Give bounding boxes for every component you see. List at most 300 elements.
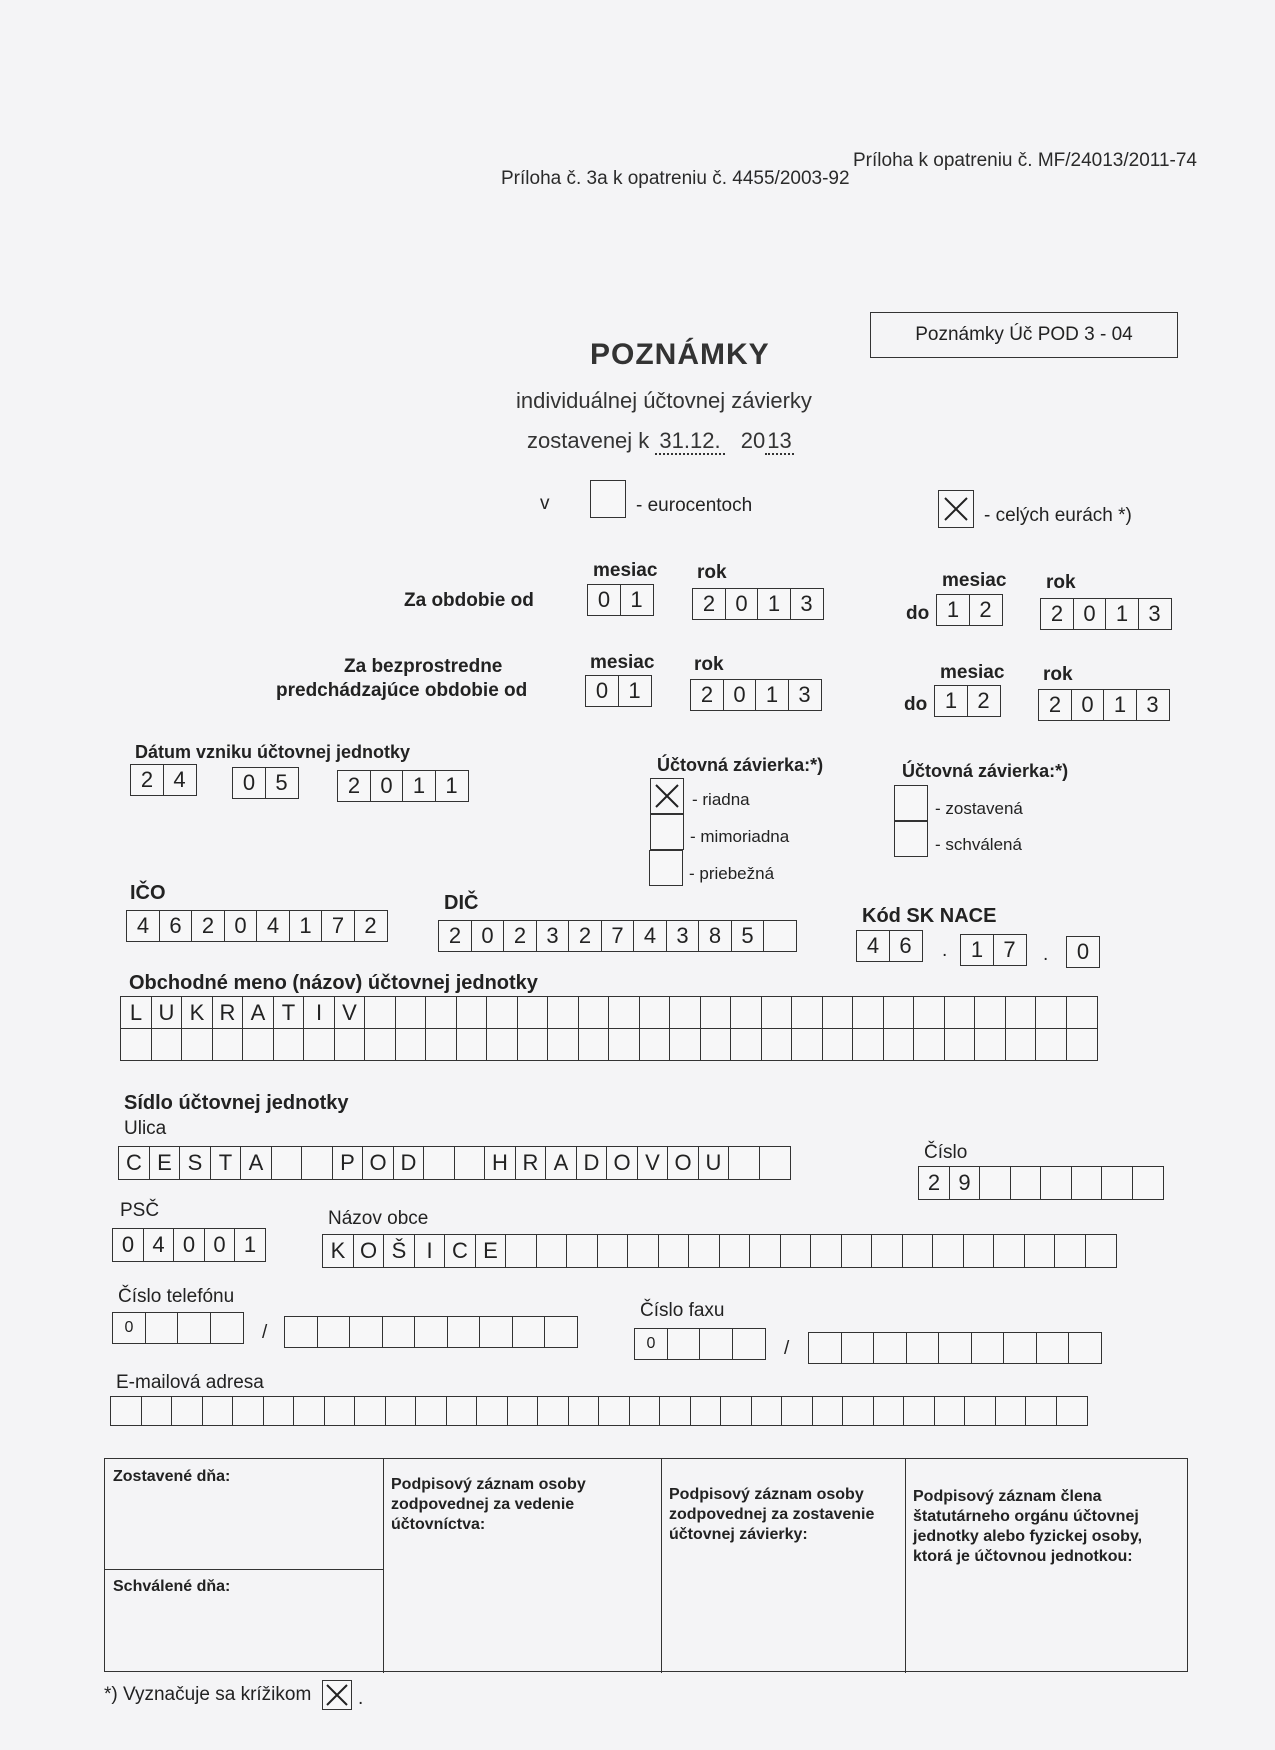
char-cell[interactable] bbox=[1066, 996, 1098, 1029]
digit-cell[interactable]: 2 bbox=[690, 679, 724, 711]
char-cell[interactable] bbox=[938, 1332, 972, 1364]
priloha-header-2: Príloha č. 3a k opatreniu č. 4455/2003-92 bbox=[501, 168, 850, 189]
char-cell[interactable] bbox=[120, 1028, 152, 1061]
char-cell[interactable] bbox=[597, 1234, 629, 1268]
digit-cell[interactable]: 1 bbox=[1103, 689, 1137, 721]
char-cell[interactable] bbox=[456, 996, 488, 1029]
char-cell[interactable] bbox=[669, 996, 701, 1029]
char-cell[interactable] bbox=[486, 996, 518, 1029]
char-cell[interactable]: V bbox=[637, 1146, 669, 1180]
digit-cell[interactable]: 1 bbox=[934, 685, 968, 717]
char-cell[interactable] bbox=[324, 1396, 356, 1426]
char-cell[interactable] bbox=[414, 1316, 448, 1348]
ico-label: IČO bbox=[130, 882, 166, 904]
char-cell[interactable] bbox=[1040, 1166, 1072, 1200]
char-cell[interactable] bbox=[141, 1396, 173, 1426]
char-cell[interactable] bbox=[544, 1316, 578, 1348]
char-cell[interactable]: C bbox=[444, 1234, 476, 1268]
char-cell[interactable] bbox=[210, 1312, 244, 1344]
digit-cell[interactable]: 3 bbox=[790, 588, 824, 620]
char-cell[interactable]: 0 bbox=[112, 1312, 146, 1344]
char-cell[interactable] bbox=[944, 1028, 976, 1061]
char-cell[interactable] bbox=[273, 1028, 305, 1061]
char-cell[interactable] bbox=[659, 1396, 691, 1426]
period-to-year-label: rok bbox=[1046, 572, 1076, 593]
char-cell[interactable]: 1 bbox=[234, 1228, 266, 1262]
char-cell[interactable]: H bbox=[484, 1146, 516, 1180]
digit-cell[interactable]: 4 bbox=[126, 910, 160, 942]
digit-cell[interactable]: 7 bbox=[601, 920, 635, 952]
priebezna-checkbox[interactable] bbox=[649, 850, 683, 886]
digit-cell[interactable]: 0 bbox=[224, 910, 258, 942]
psc-label: PSČ bbox=[120, 1200, 160, 1221]
char-cell[interactable] bbox=[822, 1028, 854, 1061]
char-cell[interactable] bbox=[781, 1396, 813, 1426]
char-cell[interactable] bbox=[934, 1396, 966, 1426]
char-cell[interactable] bbox=[913, 1028, 945, 1061]
char-cell[interactable] bbox=[293, 1396, 325, 1426]
nace-label: Kód SK NACE bbox=[862, 905, 997, 927]
char-cell[interactable] bbox=[1132, 1166, 1164, 1200]
digit-cell[interactable]: 4 bbox=[256, 910, 290, 942]
dic-field bbox=[438, 920, 796, 952]
digit-cell[interactable]: 5 bbox=[265, 767, 299, 799]
period-from-year-label: rok bbox=[697, 562, 727, 583]
digit-cell[interactable]: 3 bbox=[666, 920, 700, 952]
char-cell[interactable] bbox=[608, 1028, 640, 1061]
ulica-label: Ulica bbox=[124, 1118, 167, 1139]
ulica-field bbox=[118, 1146, 789, 1180]
char-cell[interactable] bbox=[456, 1028, 488, 1061]
ico-field bbox=[126, 910, 386, 942]
digit-cell[interactable]: 1 bbox=[402, 770, 436, 802]
footnote-end: . bbox=[358, 1688, 364, 1709]
char-cell[interactable] bbox=[629, 1396, 661, 1426]
char-cell[interactable]: A bbox=[545, 1146, 577, 1180]
char-cell[interactable] bbox=[177, 1312, 211, 1344]
char-cell[interactable] bbox=[873, 1396, 905, 1426]
period-to-label: do bbox=[906, 603, 930, 624]
digit-cell[interactable]: 2 bbox=[503, 920, 537, 952]
char-cell[interactable] bbox=[364, 996, 396, 1029]
char-cell[interactable] bbox=[608, 996, 640, 1029]
char-cell[interactable]: D bbox=[393, 1146, 425, 1180]
char-cell[interactable] bbox=[568, 1396, 600, 1426]
char-cell[interactable] bbox=[446, 1396, 478, 1426]
char-cell[interactable]: I bbox=[414, 1234, 446, 1268]
char-cell[interactable] bbox=[1066, 1028, 1098, 1061]
char-cell[interactable] bbox=[627, 1234, 659, 1268]
char-cell[interactable] bbox=[812, 1396, 844, 1426]
char-cell[interactable] bbox=[284, 1316, 318, 1348]
char-cell[interactable] bbox=[334, 1028, 366, 1061]
char-cell[interactable] bbox=[395, 1028, 427, 1061]
char-cell[interactable] bbox=[547, 996, 579, 1029]
digit-cell[interactable]: 2 bbox=[130, 764, 164, 796]
digit-cell[interactable]: 7 bbox=[993, 934, 1027, 966]
char-cell[interactable]: S bbox=[179, 1146, 211, 1180]
digit-cell[interactable]: 2 bbox=[191, 910, 225, 942]
char-cell[interactable] bbox=[1005, 996, 1037, 1029]
char-cell[interactable] bbox=[1054, 1234, 1086, 1268]
char-cell[interactable] bbox=[151, 1028, 183, 1061]
char-cell[interactable] bbox=[110, 1396, 142, 1426]
obchodne-meno-row-2 bbox=[120, 1028, 1096, 1061]
char-cell[interactable] bbox=[995, 1396, 1027, 1426]
eurocent-checkbox[interactable] bbox=[590, 480, 626, 518]
digit-cell[interactable]: 2 bbox=[568, 920, 602, 952]
char-cell[interactable] bbox=[382, 1316, 416, 1348]
char-cell[interactable]: D bbox=[576, 1146, 608, 1180]
char-cell[interactable] bbox=[212, 1028, 244, 1061]
char-cell[interactable]: 0 bbox=[112, 1228, 144, 1262]
obec-label: Názov obce bbox=[328, 1208, 429, 1229]
char-cell[interactable]: A bbox=[240, 1146, 272, 1180]
datum-vzniku-month bbox=[232, 767, 297, 799]
char-cell[interactable] bbox=[578, 1028, 610, 1061]
digit-cell[interactable]: 2 bbox=[438, 920, 472, 952]
digit-cell[interactable]: 4 bbox=[856, 930, 890, 962]
char-cell[interactable] bbox=[578, 996, 610, 1029]
char-cell[interactable] bbox=[974, 1028, 1006, 1061]
char-cell[interactable] bbox=[354, 1396, 386, 1426]
char-cell[interactable]: E bbox=[149, 1146, 181, 1180]
char-cell[interactable] bbox=[598, 1396, 630, 1426]
prev-period-label-2: predchádzajúce obdobie od bbox=[276, 680, 528, 701]
char-cell[interactable]: 0 bbox=[204, 1228, 236, 1262]
char-cell[interactable] bbox=[688, 1234, 720, 1268]
char-cell[interactable]: U bbox=[698, 1146, 730, 1180]
digit-cell[interactable]: 0 bbox=[1071, 689, 1105, 721]
dic-label: DIČ bbox=[444, 892, 479, 914]
char-cell[interactable] bbox=[1035, 1028, 1067, 1061]
riadna-label: - riadna bbox=[692, 790, 750, 809]
char-cell[interactable] bbox=[202, 1396, 234, 1426]
digit-cell[interactable]: 4 bbox=[633, 920, 667, 952]
telefon-prefix-field bbox=[112, 1312, 242, 1344]
char-cell[interactable] bbox=[1005, 1028, 1037, 1061]
char-cell[interactable] bbox=[1071, 1166, 1103, 1200]
char-cell[interactable] bbox=[749, 1234, 781, 1268]
digit-cell[interactable]: 3 bbox=[1138, 598, 1172, 630]
prev-to-month-label: mesiac bbox=[940, 662, 1005, 683]
char-cell[interactable] bbox=[1025, 1396, 1057, 1426]
char-cell[interactable] bbox=[720, 1396, 752, 1426]
char-cell[interactable] bbox=[242, 1028, 274, 1061]
digit-cell[interactable]: 1 bbox=[960, 934, 994, 966]
char-cell[interactable] bbox=[759, 1146, 791, 1180]
report-date-line bbox=[527, 428, 794, 454]
period-to-year bbox=[1040, 598, 1170, 630]
fax-slash: / bbox=[784, 1338, 790, 1359]
digit-cell[interactable]: 2 bbox=[692, 588, 726, 620]
char-cell[interactable] bbox=[658, 1234, 690, 1268]
nace-dot: . bbox=[942, 940, 948, 961]
char-cell[interactable] bbox=[761, 996, 793, 1029]
digit-cell[interactable]: 3 bbox=[788, 679, 822, 711]
digit-cell[interactable]: 0 bbox=[725, 588, 759, 620]
euro-checkbox[interactable] bbox=[938, 490, 974, 528]
char-cell[interactable] bbox=[808, 1332, 842, 1364]
digit-cell[interactable]: 1 bbox=[289, 910, 323, 942]
char-cell[interactable] bbox=[979, 1166, 1011, 1200]
char-cell[interactable]: R bbox=[515, 1146, 547, 1180]
char-cell[interactable]: O bbox=[362, 1146, 394, 1180]
char-cell[interactable] bbox=[425, 996, 457, 1029]
digit-cell[interactable]: 1 bbox=[1105, 598, 1139, 630]
period-from-month-label: mesiac bbox=[593, 560, 658, 581]
digit-cell[interactable]: 2 bbox=[967, 685, 1001, 717]
digit-cell[interactable]: 3 bbox=[1136, 689, 1170, 721]
digit-cell[interactable] bbox=[763, 920, 797, 952]
email-field bbox=[110, 1396, 1086, 1426]
footnote-text: *) Vyznačuje sa krížikom bbox=[104, 1684, 312, 1705]
schvalena-checkbox[interactable] bbox=[894, 821, 928, 857]
digit-cell[interactable]: 5 bbox=[731, 920, 765, 952]
signature-preparer-label: Podpisový záznam osoby zodpovednej za zostavenie účtovnej závierky: bbox=[669, 1486, 875, 1543]
char-cell[interactable] bbox=[906, 1332, 940, 1364]
char-cell[interactable] bbox=[964, 1396, 996, 1426]
char-cell[interactable]: 0 bbox=[173, 1228, 205, 1262]
char-cell[interactable] bbox=[486, 1028, 518, 1061]
char-cell[interactable]: E bbox=[475, 1234, 507, 1268]
char-cell[interactable] bbox=[547, 1028, 579, 1061]
char-cell[interactable] bbox=[883, 996, 915, 1029]
digit-cell[interactable]: 1 bbox=[757, 588, 791, 620]
obchodne-meno-row-1 bbox=[120, 996, 1096, 1029]
char-cell[interactable]: C bbox=[118, 1146, 150, 1180]
zostavena-label: - zostavená bbox=[935, 799, 1023, 818]
prev-from-month bbox=[585, 675, 650, 707]
euro-label: - celých eurách *) bbox=[984, 505, 1132, 526]
prev-to-month bbox=[934, 685, 999, 717]
char-cell[interactable] bbox=[810, 1234, 842, 1268]
char-cell[interactable] bbox=[669, 1028, 701, 1061]
char-cell[interactable]: O bbox=[606, 1146, 638, 1180]
report-date-prefix: zostavenej k bbox=[527, 428, 650, 453]
char-cell[interactable] bbox=[317, 1316, 351, 1348]
char-cell[interactable]: T bbox=[210, 1146, 242, 1180]
riadna-checkbox[interactable] bbox=[650, 778, 684, 814]
char-cell[interactable] bbox=[1003, 1332, 1037, 1364]
char-cell[interactable] bbox=[841, 1234, 873, 1268]
char-cell[interactable]: 4 bbox=[143, 1228, 175, 1262]
char-cell[interactable] bbox=[719, 1234, 751, 1268]
char-cell[interactable] bbox=[780, 1234, 812, 1268]
digit-cell[interactable]: 7 bbox=[321, 910, 355, 942]
char-cell[interactable] bbox=[301, 1146, 333, 1180]
digit-cell[interactable]: 1 bbox=[435, 770, 469, 802]
char-cell[interactable] bbox=[903, 1396, 935, 1426]
char-cell[interactable] bbox=[507, 1396, 539, 1426]
char-cell[interactable] bbox=[667, 1328, 701, 1360]
digit-cell[interactable]: 8 bbox=[698, 920, 732, 952]
digit-cell[interactable]: 2 bbox=[337, 770, 371, 802]
char-cell[interactable] bbox=[476, 1396, 508, 1426]
char-cell[interactable] bbox=[536, 1234, 568, 1268]
char-cell[interactable] bbox=[993, 1234, 1025, 1268]
char-cell[interactable]: K bbox=[322, 1234, 354, 1268]
char-cell[interactable] bbox=[700, 996, 732, 1029]
char-cell[interactable] bbox=[423, 1146, 455, 1180]
char-cell[interactable]: 2 bbox=[918, 1166, 950, 1200]
char-cell[interactable] bbox=[364, 1028, 396, 1061]
char-cell[interactable] bbox=[690, 1396, 722, 1426]
digit-cell[interactable]: 0 bbox=[1073, 598, 1107, 630]
report-date-year[interactable]: 13 bbox=[767, 428, 792, 453]
digit-cell[interactable]: 0 bbox=[232, 767, 266, 799]
char-cell[interactable] bbox=[822, 996, 854, 1029]
char-cell[interactable] bbox=[395, 996, 427, 1029]
prev-from-year bbox=[690, 679, 820, 711]
char-cell[interactable] bbox=[730, 1028, 762, 1061]
char-cell[interactable] bbox=[1068, 1332, 1102, 1364]
char-cell[interactable] bbox=[791, 1028, 823, 1061]
char-cell[interactable] bbox=[232, 1396, 264, 1426]
char-cell[interactable]: O bbox=[353, 1234, 385, 1268]
char-cell[interactable] bbox=[963, 1234, 995, 1268]
digit-cell[interactable]: 2 bbox=[969, 594, 1003, 626]
char-cell[interactable] bbox=[699, 1328, 733, 1360]
divider bbox=[105, 1569, 383, 1570]
char-cell[interactable] bbox=[913, 996, 945, 1029]
digit-cell[interactable]: 1 bbox=[755, 679, 789, 711]
zavierka-status-label: Účtovná závierka:*) bbox=[902, 761, 1069, 781]
char-cell[interactable]: P bbox=[332, 1146, 364, 1180]
digit-cell[interactable]: 0 bbox=[723, 679, 757, 711]
char-cell[interactable] bbox=[842, 1396, 874, 1426]
digit-cell[interactable]: 0 bbox=[585, 675, 619, 707]
prev-to-year bbox=[1038, 689, 1168, 721]
prev-from-month-label: mesiac bbox=[590, 652, 655, 673]
digit-cell[interactable]: 0 bbox=[370, 770, 404, 802]
char-cell[interactable] bbox=[932, 1234, 964, 1268]
char-cell[interactable] bbox=[181, 1028, 213, 1061]
char-cell[interactable] bbox=[730, 996, 762, 1029]
char-cell[interactable] bbox=[512, 1316, 546, 1348]
zostavena-checkbox[interactable] bbox=[894, 785, 928, 821]
char-cell[interactable]: O bbox=[667, 1146, 699, 1180]
char-cell[interactable] bbox=[639, 1028, 671, 1061]
digit-cell[interactable]: 6 bbox=[159, 910, 193, 942]
prev-period-label-1: Za bezprostredne bbox=[344, 656, 503, 677]
char-cell[interactable] bbox=[944, 996, 976, 1029]
char-cell[interactable] bbox=[1056, 1396, 1088, 1426]
digit-cell[interactable]: 4 bbox=[163, 764, 197, 796]
datum-vzniku-label: Dátum vzniku účtovnej jednotky bbox=[135, 742, 411, 762]
char-cell[interactable]: Š bbox=[383, 1234, 415, 1268]
digit-cell[interactable]: 2 bbox=[1038, 689, 1072, 721]
digit-cell[interactable]: 2 bbox=[354, 910, 388, 942]
char-cell[interactable] bbox=[517, 996, 549, 1029]
char-cell[interactable] bbox=[639, 996, 671, 1029]
char-cell[interactable] bbox=[447, 1316, 481, 1348]
digit-cell[interactable]: 0 bbox=[471, 920, 505, 952]
signature-statutory-label: Podpisový záznam člena štatutárneho orgánu účtovnej jednotky alebo fyzickej osoby, ktorá je účtovnou jednotkou: bbox=[913, 1488, 1143, 1565]
char-cell[interactable] bbox=[1036, 1332, 1070, 1364]
char-cell[interactable] bbox=[479, 1316, 513, 1348]
char-cell[interactable] bbox=[566, 1234, 598, 1268]
char-cell[interactable] bbox=[761, 1028, 793, 1061]
char-cell[interactable]: L bbox=[120, 996, 152, 1029]
currency-v-label: v bbox=[540, 493, 550, 514]
char-cell[interactable]: R bbox=[212, 996, 244, 1029]
char-cell[interactable] bbox=[263, 1396, 295, 1426]
digit-cell[interactable]: 2 bbox=[1040, 598, 1074, 630]
zostavene-dna-label: Zostavené dňa: bbox=[113, 1468, 231, 1485]
char-cell[interactable] bbox=[425, 1028, 457, 1061]
char-cell[interactable] bbox=[145, 1312, 179, 1344]
signature-accountant-label: Podpisový záznam osoby zodpovednej za vedenie účtovníctva: bbox=[391, 1476, 586, 1533]
char-cell[interactable] bbox=[700, 1028, 732, 1061]
mimoriadna-label: - mimoriadna bbox=[690, 827, 790, 846]
digit-cell[interactable]: 1 bbox=[618, 675, 652, 707]
char-cell[interactable] bbox=[841, 1332, 875, 1364]
schvalena-label: - schválená bbox=[935, 835, 1022, 854]
char-cell[interactable]: I bbox=[303, 996, 335, 1029]
char-cell[interactable] bbox=[883, 1028, 915, 1061]
char-cell[interactable]: A bbox=[242, 996, 274, 1029]
char-cell[interactable] bbox=[871, 1234, 903, 1268]
digit-cell[interactable]: 3 bbox=[536, 920, 570, 952]
mimoriadna-checkbox[interactable] bbox=[650, 814, 684, 850]
char-cell[interactable] bbox=[1035, 996, 1067, 1029]
char-cell[interactable] bbox=[415, 1396, 447, 1426]
char-cell[interactable]: 9 bbox=[949, 1166, 981, 1200]
char-cell[interactable] bbox=[1101, 1166, 1133, 1200]
cislo-field bbox=[918, 1166, 1162, 1200]
char-cell[interactable] bbox=[974, 996, 1006, 1029]
char-cell[interactable] bbox=[971, 1332, 1005, 1364]
char-cell[interactable] bbox=[1024, 1234, 1056, 1268]
digit-cell[interactable]: 6 bbox=[889, 930, 923, 962]
char-cell[interactable] bbox=[1010, 1166, 1042, 1200]
char-cell[interactable]: V bbox=[334, 996, 366, 1029]
digit-cell[interactable]: 1 bbox=[620, 584, 654, 616]
char-cell[interactable] bbox=[303, 1028, 335, 1061]
char-cell[interactable] bbox=[505, 1234, 537, 1268]
char-cell[interactable] bbox=[791, 996, 823, 1029]
char-cell[interactable] bbox=[732, 1328, 766, 1360]
digit-cell[interactable]: 0 bbox=[587, 584, 621, 616]
char-cell[interactable]: U bbox=[151, 996, 183, 1029]
divider bbox=[905, 1459, 906, 1673]
char-cell[interactable] bbox=[454, 1146, 486, 1180]
char-cell[interactable] bbox=[171, 1396, 203, 1426]
digit-cell[interactable]: 1 bbox=[936, 594, 970, 626]
char-cell[interactable] bbox=[873, 1332, 907, 1364]
digit-cell[interactable]: 0 bbox=[1066, 936, 1100, 968]
char-cell[interactable]: T bbox=[273, 996, 305, 1029]
char-cell[interactable] bbox=[537, 1396, 569, 1426]
char-cell[interactable]: 0 bbox=[634, 1328, 668, 1360]
char-cell[interactable] bbox=[728, 1146, 760, 1180]
char-cell[interactable] bbox=[385, 1396, 417, 1426]
char-cell[interactable]: K bbox=[181, 996, 213, 1029]
report-date-day-month[interactable]: 31.12. bbox=[655, 428, 724, 455]
char-cell[interactable] bbox=[751, 1396, 783, 1426]
char-cell[interactable] bbox=[902, 1234, 934, 1268]
fax-label: Číslo faxu bbox=[640, 1300, 725, 1321]
char-cell[interactable] bbox=[852, 996, 884, 1029]
char-cell[interactable] bbox=[271, 1146, 303, 1180]
char-cell[interactable] bbox=[852, 1028, 884, 1061]
page-subtitle: individuálnej účtovnej závierky bbox=[516, 388, 812, 413]
char-cell[interactable] bbox=[349, 1316, 383, 1348]
datum-vzniku-day bbox=[130, 764, 195, 796]
char-cell[interactable] bbox=[517, 1028, 549, 1061]
char-cell[interactable] bbox=[1085, 1234, 1117, 1268]
